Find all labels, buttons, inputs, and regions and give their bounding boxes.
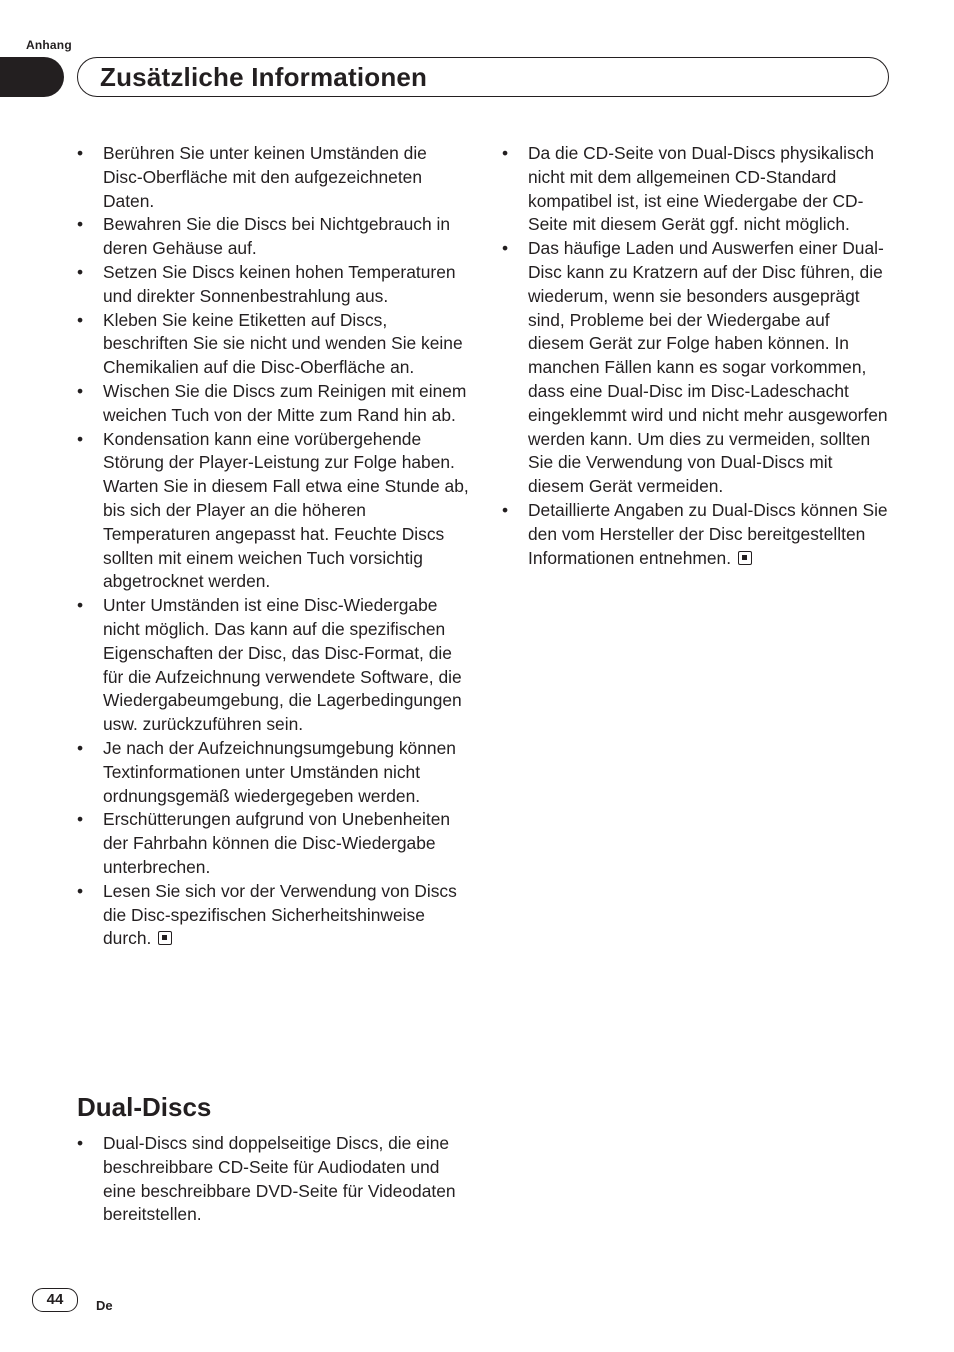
list-item-text: Das häufige Laden und Auswerfen einer Dual-Disc kann zu Kratzern auf der Disc führen, die wiederum, wenn sie besonders ausgeprägt sind, Probleme bei der Wiedergabe auf diesem Gerät zur Folge haben können. In manchen Fällen kann es sogar vorkommen, dass eine Dual-Disc im Disc-Ladeschacht eingeklemmt wird und nicht mehr ausgeworfen werden kann. Um dies zu vermeiden, sollten Sie die Verwendung von Dual-Discs mit diesem Gerät vermeiden.	[528, 238, 888, 497]
list-item-text: Unter Umständen ist eine Disc-Wiedergabe nicht möglich. Das kann auf die spezifischen Eigenschaften der Disc, das Disc-Format, die für die Aufzeichnung verwendete Software, die Wiedergabeumgebung, die Lagerbedingungen usw. zurückzuführen sein.	[103, 595, 462, 735]
language-code: De	[96, 1298, 113, 1313]
list-item	[502, 237, 890, 499]
right-column-list	[502, 142, 890, 570]
bullet: •	[77, 261, 84, 282]
chapter-header	[77, 57, 889, 97]
dual-discs-heading: Dual-Discs	[77, 1092, 212, 1122]
bullet: •	[77, 595, 84, 616]
section-tab-marker	[0, 57, 64, 97]
page-number: 44	[32, 1288, 78, 1312]
list-item-text: Erschütterungen aufgrund von Unebenheiten der Fahrbahn können die Disc-Wiedergabe unterbrechen.	[103, 809, 451, 877]
end-of-section-icon	[158, 931, 172, 945]
bullet: •	[77, 214, 84, 235]
list-item-text: Berühren Sie unter keinen Umständen die Disc-Oberfläche mit den aufgezeichneten Daten.	[103, 143, 427, 211]
list-item	[77, 1132, 469, 1227]
chapter-title: Zusätzliche Informationen	[100, 62, 428, 92]
dual-discs-list	[77, 1132, 469, 1227]
list-item-text: Je nach der Aufzeichnungsumgebung können Textinformationen unter Umständen nicht ordnungsgemäß wiedergegeben werden.	[103, 737, 456, 806]
list-item	[77, 737, 469, 808]
list-item	[77, 808, 469, 879]
end-of-section-icon	[738, 551, 752, 565]
bullet: •	[502, 238, 509, 259]
list-item	[77, 213, 469, 261]
list-item-text: Bewahren Sie die Discs bei Nichtgebrauch in deren Gehäuse auf.	[103, 214, 451, 259]
list-item-text: Kondensation kann eine vorübergehende Störung der Player-Leistung zur Folge haben. Warten Sie in diesem Fall etwa eine Stunde ab, bis sich der Player an die höheren Temperaturen angepasst hat. Feuchte Discs sollten mit einem weichen Tuch vorsichtig abgetrocknet werden.	[103, 428, 469, 592]
list-item	[77, 880, 469, 951]
list-item-text: Da die CD-Seite von Dual-Discs physikalisch nicht mit dem allgemeinen CD-Standard kompatibel ist, ist eine Wiedergabe der CD-Seite mit diesem Gerät ggf. nicht möglich.	[528, 143, 875, 235]
bullet: •	[77, 309, 84, 330]
bullet: •	[77, 880, 84, 901]
list-item	[502, 142, 890, 237]
bullet: •	[77, 143, 84, 163]
list-item-text: Lesen Sie sich vor der Verwendung von Discs die Disc-spezifischen Sicherheitshinweise durch.	[103, 880, 457, 949]
bullet: •	[77, 380, 84, 401]
list-item-text: Kleben Sie keine Etiketten auf Discs, beschriften Sie sie nicht und wenden Sie keine Chemikalien auf die Disc-Oberfläche an.	[103, 309, 463, 378]
bullet: •	[77, 1133, 84, 1153]
list-item	[77, 380, 469, 428]
list-item-text: Wischen Sie die Discs zum Reinigen mit einem weichen Tuch von der Mitte zum Rand hin ab.	[103, 380, 467, 425]
list-item	[77, 142, 469, 213]
list-item	[77, 594, 469, 737]
bullet: •	[502, 499, 509, 520]
left-column-list	[77, 142, 469, 951]
list-item	[77, 261, 469, 309]
bullet: •	[77, 737, 84, 758]
list-item-text: Dual-Discs sind doppelseitige Discs, die eine beschreibbare CD-Seite für Audiodaten und eine beschreibbare DVD-Seite für Videodaten bereitstellen.	[103, 1133, 456, 1225]
list-item-text: Detaillierte Angaben zu Dual-Discs können Sie den vom Hersteller der Disc bereitgestellten Informationen entnehmen.	[528, 499, 888, 568]
bullet: •	[77, 428, 84, 449]
list-item	[77, 428, 469, 595]
list-item	[502, 499, 890, 570]
list-item-text: Setzen Sie Discs keinen hohen Temperaturen und direkter Sonnenbestrahlung aus.	[103, 261, 456, 306]
bullet: •	[502, 143, 509, 163]
list-item	[77, 309, 469, 380]
bullet: •	[77, 809, 84, 830]
section-label: Anhang	[26, 38, 72, 52]
